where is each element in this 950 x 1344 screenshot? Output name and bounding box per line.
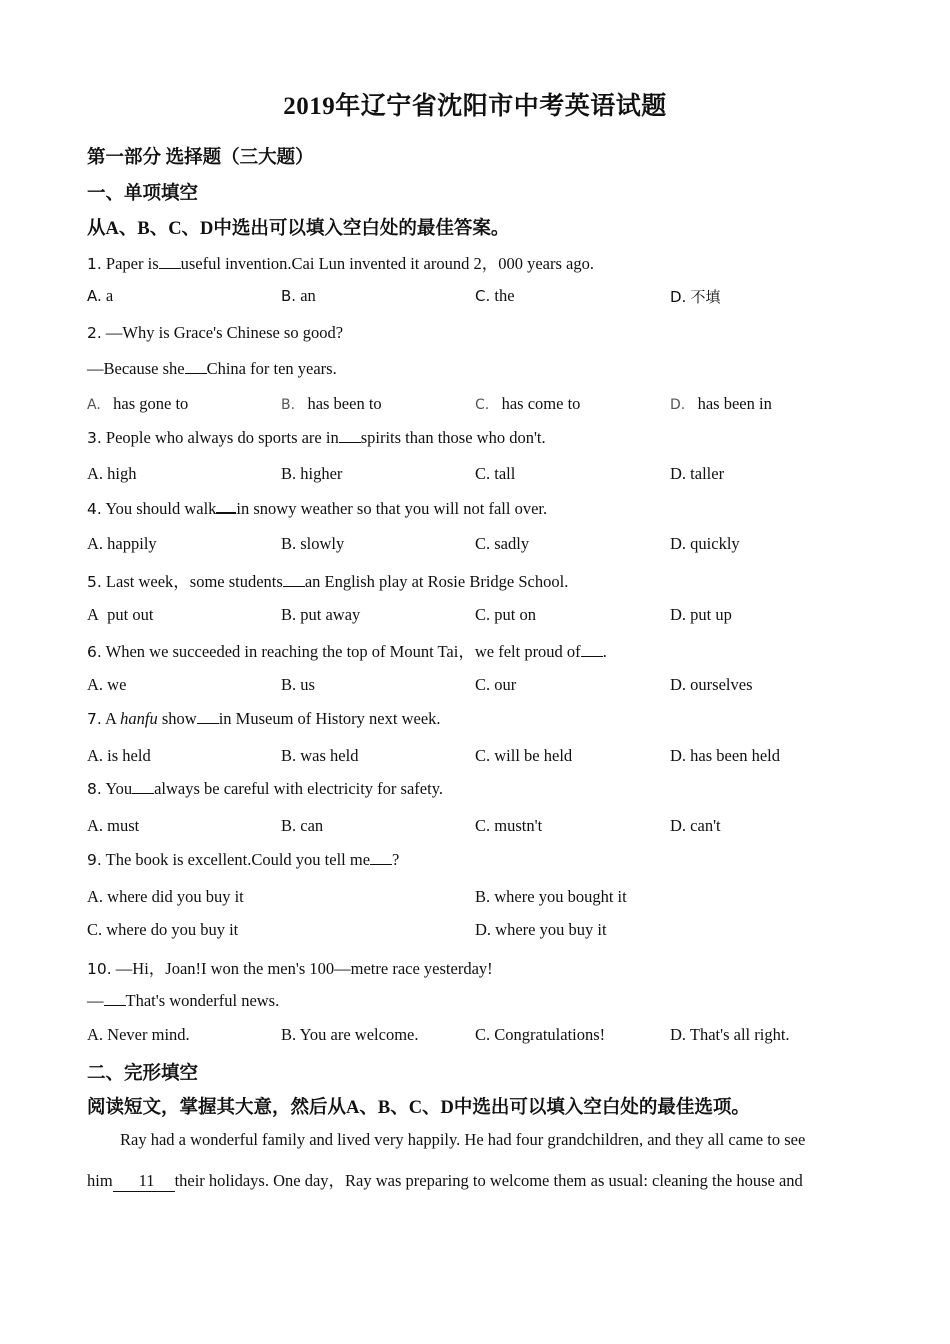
stem-text: You xyxy=(105,779,133,798)
option-text: where you buy it xyxy=(495,920,607,939)
question-number: 5. xyxy=(87,573,102,591)
option-letter: A. xyxy=(87,887,104,906)
option-text: put on xyxy=(494,605,536,624)
question-8-stem xyxy=(87,779,443,799)
answer-blank xyxy=(339,428,361,443)
question-2-option-a[interactable] xyxy=(87,394,188,414)
stem-text: Paper is xyxy=(105,254,159,273)
stem-text: useful invention.Cai Lun invented it around 2，000 years ago. xyxy=(180,254,594,273)
stem-text: ? xyxy=(392,850,400,869)
option-letter: A xyxy=(87,605,99,624)
option-letter: C. xyxy=(475,397,490,413)
question-7-option-a[interactable] xyxy=(87,746,151,766)
question-1-option-c[interactable] xyxy=(475,286,515,306)
option-letter: B. xyxy=(281,1025,297,1044)
question-9-stem xyxy=(87,850,399,870)
question-3-option-b[interactable] xyxy=(281,464,342,484)
question-5-option-c[interactable] xyxy=(475,605,536,625)
option-text: our xyxy=(494,675,517,694)
option-letter: B. xyxy=(281,287,297,305)
section1-heading: 一、单项填空 xyxy=(87,184,199,204)
option-text: 不填 xyxy=(690,288,721,306)
option-letter: A. xyxy=(87,464,104,483)
option-letter: B. xyxy=(281,675,297,694)
section2-heading: 二、完形填空 xyxy=(87,1064,199,1084)
question-5-option-a[interactable] xyxy=(87,605,153,625)
option-text: put out xyxy=(107,605,154,624)
stem-text: A xyxy=(105,709,117,728)
stem-text: Last week，some students xyxy=(105,572,283,591)
question-10-stem-line2 xyxy=(87,991,279,1011)
option-letter: D. xyxy=(670,397,686,413)
option-text: can't xyxy=(690,816,721,835)
option-text: taller xyxy=(690,464,725,483)
option-letter: D. xyxy=(670,675,687,694)
option-text: us xyxy=(300,675,315,694)
option-letter: D. xyxy=(670,816,687,835)
option-letter: C. xyxy=(475,1025,491,1044)
section1-instruction: 从A、B、C、D中选出可以填入空白处的最佳答案。 xyxy=(87,219,510,239)
answer-blank xyxy=(197,709,219,724)
option-text: can xyxy=(300,816,324,835)
option-text: That's all right. xyxy=(689,1025,790,1044)
stem-text: — xyxy=(87,991,104,1010)
option-text: quickly xyxy=(690,534,740,553)
option-text: higher xyxy=(300,464,343,483)
question-number: 8. xyxy=(87,780,102,798)
question-number: 7. xyxy=(87,710,102,728)
passage-text: him xyxy=(87,1171,113,1190)
option-letter: D. xyxy=(670,1025,687,1044)
question-3-option-c[interactable] xyxy=(475,464,515,484)
option-text: where you bought it xyxy=(494,887,627,906)
stem-italic-word: hanfu xyxy=(120,709,158,728)
question-3-option-a[interactable] xyxy=(87,464,137,484)
option-letter: A. xyxy=(87,1025,104,1044)
question-7-option-b[interactable] xyxy=(281,746,358,766)
stem-text: —Why is Grace's Chinese so good? xyxy=(105,323,344,342)
question-8-option-a[interactable] xyxy=(87,816,139,836)
page-title: 2019年辽宁省沈阳市中考英语试题 xyxy=(283,93,667,120)
question-number: 2. xyxy=(87,324,102,342)
question-6-option-a[interactable] xyxy=(87,675,126,695)
option-letter: C. xyxy=(475,605,491,624)
stem-text: in Museum of History next week. xyxy=(218,709,441,728)
option-text: mustn't xyxy=(494,816,543,835)
option-letter: B. xyxy=(281,534,297,553)
answer-blank xyxy=(104,991,126,1006)
question-9-option-c[interactable] xyxy=(87,920,238,940)
question-5-option-d[interactable] xyxy=(670,605,732,625)
question-7-option-c[interactable] xyxy=(475,746,572,766)
question-4-option-d[interactable] xyxy=(670,534,740,554)
question-6-option-c[interactable] xyxy=(475,675,516,695)
option-text: high xyxy=(107,464,137,483)
option-text: an xyxy=(300,286,316,305)
option-letter: C. xyxy=(475,746,491,765)
option-letter: B. xyxy=(281,816,297,835)
question-6-stem xyxy=(87,638,607,662)
question-10-stem xyxy=(87,955,493,979)
question-2-stem xyxy=(87,323,343,343)
option-letter: D. xyxy=(670,746,687,765)
option-text: sadly xyxy=(494,534,530,553)
option-text: put away xyxy=(300,605,361,624)
question-2-option-c[interactable] xyxy=(475,394,580,414)
option-text: tall xyxy=(494,464,516,483)
option-text: has been held xyxy=(690,746,780,765)
question-1-option-b[interactable] xyxy=(281,286,316,306)
option-text: You are welcome. xyxy=(299,1025,419,1044)
option-text: has come to xyxy=(501,394,581,413)
option-letter: D. xyxy=(670,464,687,483)
option-letter: B. xyxy=(281,397,296,413)
option-text: a xyxy=(105,286,114,305)
option-text: put up xyxy=(690,605,732,624)
option-text: where do you buy it xyxy=(106,920,239,939)
question-9-option-b[interactable] xyxy=(475,887,627,907)
option-letter: A. xyxy=(87,534,104,553)
question-number: 1. xyxy=(87,255,102,273)
option-letter: B. xyxy=(281,605,297,624)
passage-line-1: Ray had a wonderful family and lived very happily. He had four grandchildren, and they all came to see xyxy=(120,1130,806,1149)
question-10-option-d[interactable] xyxy=(670,1025,790,1045)
option-text: was held xyxy=(300,746,359,765)
stem-text: always be careful with electricity for safety. xyxy=(154,779,443,798)
answer-blank xyxy=(283,572,305,587)
question-10-option-a[interactable] xyxy=(87,1025,190,1045)
option-letter: A. xyxy=(87,746,104,765)
question-2-stem-line2 xyxy=(87,359,337,379)
stem-text: People who always do sports are in xyxy=(105,428,339,447)
answer-blank xyxy=(185,359,207,374)
option-letter: B. xyxy=(281,746,297,765)
question-10-option-b[interactable] xyxy=(281,1025,419,1045)
question-1-option-a[interactable] xyxy=(87,286,113,306)
stem-text: . xyxy=(602,642,607,661)
question-5-option-b[interactable] xyxy=(281,605,360,625)
question-4-option-a[interactable] xyxy=(87,534,157,554)
question-1-stem xyxy=(87,250,594,274)
option-letter: A. xyxy=(87,397,101,413)
question-7-stem xyxy=(87,709,441,729)
option-letter: D. xyxy=(670,288,687,306)
question-1-option-d[interactable] xyxy=(670,286,720,307)
option-letter: A. xyxy=(87,675,104,694)
question-3-option-d[interactable] xyxy=(670,464,724,484)
answer-blank xyxy=(581,642,603,657)
question-9-option-a[interactable] xyxy=(87,887,244,907)
question-10-option-c[interactable] xyxy=(475,1025,605,1045)
option-text: we xyxy=(107,675,127,694)
option-letter: B. xyxy=(475,887,491,906)
question-9-option-d[interactable] xyxy=(475,920,607,940)
question-number: 3. xyxy=(87,429,102,447)
option-text: where did you buy it xyxy=(107,887,244,906)
cloze-blank-11: 11 xyxy=(113,1171,175,1192)
question-7-option-d[interactable] xyxy=(670,746,780,766)
option-text: has been in xyxy=(697,394,772,413)
stem-text: China for ten years. xyxy=(206,359,337,378)
answer-blank xyxy=(216,498,236,514)
question-2-option-b[interactable] xyxy=(281,394,382,414)
question-4-option-c[interactable] xyxy=(475,534,529,554)
stem-text: in snowy weather so that you will not fall over. xyxy=(236,499,548,518)
part1-heading: 第一部分 选择题（三大题） xyxy=(87,148,314,168)
stem-text: —Hi，Joan!I won the men's 100—metre race yesterday! xyxy=(115,959,493,978)
option-letter: D. xyxy=(670,605,687,624)
stem-text: When we succeeded in reaching the top of Mount Tai，we felt proud of xyxy=(105,642,581,661)
question-8-option-c[interactable] xyxy=(475,816,542,836)
option-text: has gone to xyxy=(113,394,189,413)
stem-text: show xyxy=(161,709,197,728)
option-letter: C. xyxy=(475,464,491,483)
question-number: 9. xyxy=(87,851,102,869)
option-text: slowly xyxy=(300,534,345,553)
passage-text: their holidays. One day，Ray was preparing to welcome them as usual: cleaning the house and xyxy=(174,1171,803,1190)
stem-text: The book is excellent.Could you tell me xyxy=(105,850,371,869)
question-8-option-b[interactable] xyxy=(281,816,323,836)
stem-text: —Because she xyxy=(87,359,185,378)
question-8-option-d[interactable] xyxy=(670,816,721,836)
option-letter: D. xyxy=(670,534,687,553)
stem-text: You should walk xyxy=(105,499,217,518)
option-text: Never mind. xyxy=(107,1025,190,1044)
option-text: is held xyxy=(107,746,151,765)
option-text: will be held xyxy=(494,746,573,765)
option-letter: C. xyxy=(87,920,103,939)
option-letter: D. xyxy=(475,920,492,939)
question-6-option-d[interactable] xyxy=(670,675,753,695)
stem-text: an English play at Rosie Bridge School. xyxy=(304,572,569,591)
question-number: 10. xyxy=(87,960,112,978)
option-text: the xyxy=(494,286,515,305)
question-3-stem xyxy=(87,428,546,448)
question-2-option-d[interactable] xyxy=(670,394,772,414)
passage-line-2 xyxy=(87,1167,803,1192)
option-text: has been to xyxy=(307,394,382,413)
section2-instruction: 阅读短文，掌握其大意，然后从A、B、C、D中选出可以填入空白处的最佳选项。 xyxy=(87,1098,750,1118)
option-letter: C. xyxy=(475,287,491,305)
stem-text: spirits than those who don't. xyxy=(360,428,546,447)
option-letter: C. xyxy=(475,816,491,835)
question-4-stem xyxy=(87,498,547,519)
option-text: Congratulations! xyxy=(494,1025,606,1044)
option-text: ourselves xyxy=(690,675,753,694)
question-number: 4. xyxy=(87,500,102,518)
stem-text: That's wonderful news. xyxy=(125,991,280,1010)
option-letter: A. xyxy=(87,816,104,835)
question-number: 6. xyxy=(87,643,102,661)
option-letter: A. xyxy=(87,287,102,305)
question-6-option-b[interactable] xyxy=(281,675,315,695)
question-5-stem xyxy=(87,568,568,592)
option-text: must xyxy=(107,816,140,835)
answer-blank xyxy=(132,779,154,794)
question-4-option-b[interactable] xyxy=(281,534,344,554)
option-letter: C. xyxy=(475,675,491,694)
option-letter: C. xyxy=(475,534,491,553)
option-letter: B. xyxy=(281,464,297,483)
answer-blank xyxy=(370,850,392,865)
answer-blank xyxy=(159,254,181,269)
option-text: happily xyxy=(107,534,157,553)
